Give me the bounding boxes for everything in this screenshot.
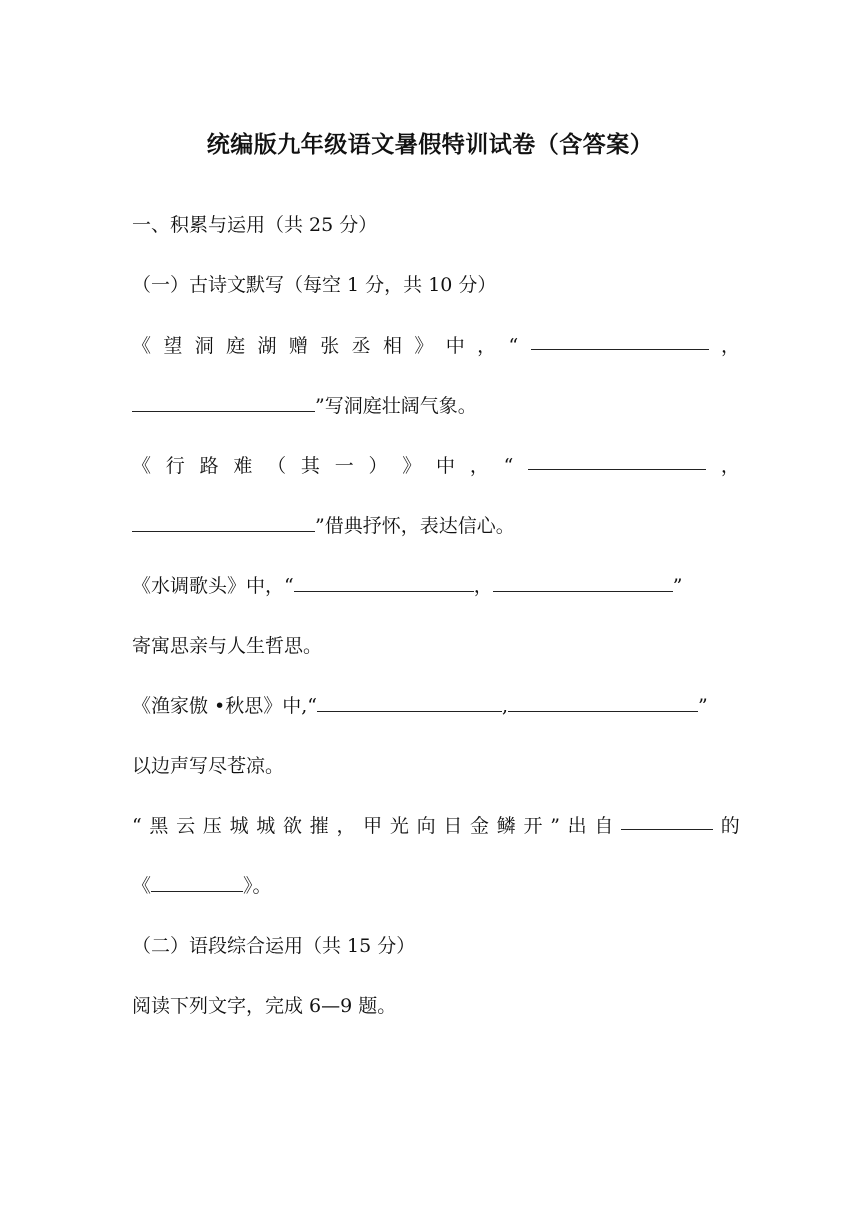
document-title: 统编版九年级语文暑假特训试卷（含答案） <box>206 132 654 158</box>
q1-char: 《 <box>132 335 152 357</box>
q5-char: 出 <box>567 815 587 837</box>
question-4-line-2: 以边声写尽苍凉。 <box>132 755 285 777</box>
q3-close-quote: ” <box>672 575 683 597</box>
q1-comma: ， <box>720 335 740 357</box>
q5-char: 黑 <box>149 815 169 837</box>
q4-comma: , <box>502 695 509 717</box>
q1-char: 望 <box>163 335 183 357</box>
q1-char: 赠 <box>288 335 308 357</box>
q2-char: 其 <box>300 455 320 477</box>
question-5-line-2 <box>132 871 740 901</box>
subsection-heading: （二）语段综合运用（共 15 分） <box>132 935 416 957</box>
question-5-line-1 <box>132 811 740 841</box>
q5-char: 甲 <box>363 815 383 837</box>
q5-char: 开 <box>523 815 543 837</box>
q5-char: 自 <box>594 815 614 837</box>
q4-close-quote: ” <box>698 695 708 717</box>
q1-char: 中 <box>445 335 465 357</box>
q2-char: （ <box>267 455 287 477</box>
q1-suffix: ”写洞庭壮阔气象。 <box>315 395 477 417</box>
q1-char: 相 <box>383 335 403 357</box>
question-1-line-1 <box>132 331 740 361</box>
subsection-heading: （一）古诗文默写（每空 1 分，共 10 分） <box>132 274 497 296</box>
q5-char: 压 <box>202 815 222 837</box>
answer-blank[interactable] <box>151 873 243 892</box>
q1-char: 湖 <box>257 335 277 357</box>
q5-char: 日 <box>443 815 463 837</box>
q5-char: ” <box>550 815 560 837</box>
q4-prefix: 《渔家傲 •秋思》中,“ <box>132 695 317 717</box>
q2-suffix: ”借典抒怀，表达信心。 <box>315 515 515 537</box>
q2-char: “ <box>503 455 514 477</box>
q5-char: 向 <box>416 815 436 837</box>
q5-close-bracket: 》。 <box>243 875 272 897</box>
q5-after-blank: 的 <box>720 815 740 837</box>
q3-comma: ， <box>473 575 493 597</box>
q5-char: 鳞 <box>496 815 516 837</box>
q5-char: 光 <box>389 815 409 837</box>
q5-char: 金 <box>470 815 490 837</box>
q5-char: 城 <box>256 815 276 837</box>
q1-char: 》 <box>414 335 434 357</box>
q2-comma: ， <box>720 455 740 477</box>
question-2-line-1 <box>132 451 740 481</box>
q2-char: 《 <box>132 455 152 477</box>
answer-blank[interactable] <box>132 393 315 412</box>
reading-instruction: 阅读下列文字，完成 6—9 题。 <box>132 995 397 1017</box>
q1-char: 丞 <box>351 335 371 357</box>
q5-char: “ <box>132 815 142 837</box>
q2-char: 路 <box>199 455 219 477</box>
question-1-line-2 <box>132 391 740 421</box>
answer-blank[interactable] <box>317 693 502 712</box>
q2-char: 中 <box>436 455 456 477</box>
answer-blank[interactable] <box>493 573 673 592</box>
q5-char: 城 <box>229 815 249 837</box>
answer-blank[interactable] <box>294 573 474 592</box>
question-3-line-2: 寄寓思亲与人生哲思。 <box>132 635 323 657</box>
answer-blank[interactable] <box>531 331 709 350</box>
q1-char: ， <box>477 335 497 357</box>
q1-char: 洞 <box>194 335 214 357</box>
q1-char: 庭 <box>226 335 246 357</box>
q5-char: ， <box>336 815 356 837</box>
q5-char: 摧 <box>309 815 329 837</box>
q2-char: ， <box>469 455 489 477</box>
section-heading: 一、积累与运用（共 25 分） <box>132 214 378 236</box>
q1-char: 张 <box>320 335 340 357</box>
q2-char: 行 <box>165 455 185 477</box>
question-3-line-1 <box>132 571 740 601</box>
question-2-line-2 <box>132 511 740 541</box>
q2-char: 一 <box>334 455 354 477</box>
q2-char: 》 <box>402 455 422 477</box>
answer-blank[interactable] <box>132 513 315 532</box>
answer-blank[interactable] <box>621 811 713 830</box>
q3-prefix: 《水调歌头》中，“ <box>132 575 294 597</box>
q2-char: ） <box>368 455 388 477</box>
q2-char: 难 <box>233 455 253 477</box>
answer-blank[interactable] <box>528 451 706 470</box>
q5-char: 欲 <box>283 815 303 837</box>
question-4-line-1 <box>132 691 740 721</box>
answer-blank[interactable] <box>508 693 698 712</box>
q1-char: “ <box>508 335 519 357</box>
q5-char: 云 <box>176 815 196 837</box>
q5-open-bracket: 《 <box>132 875 152 897</box>
